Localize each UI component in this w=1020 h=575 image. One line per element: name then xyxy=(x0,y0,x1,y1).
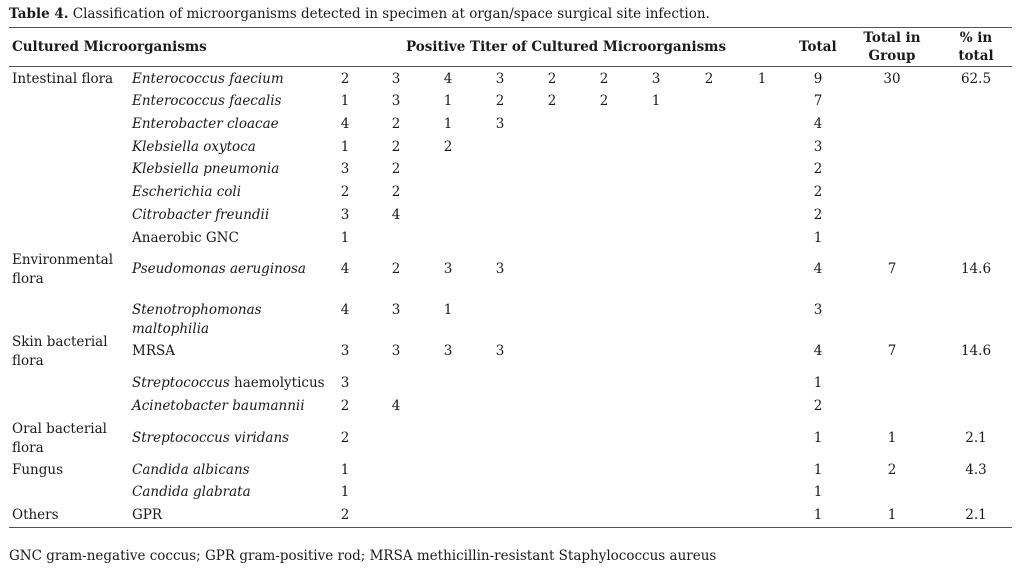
header-cultured: Cultured Microorganisms xyxy=(12,39,207,55)
organism-name xyxy=(132,301,262,320)
table-caption xyxy=(9,6,710,22)
titer-cell: 2 xyxy=(391,116,401,132)
row-total-cell: 2 xyxy=(813,161,823,177)
titer-cell: 3 xyxy=(495,71,505,87)
titer-cell: 2 xyxy=(391,161,401,177)
titer-cell: 2 xyxy=(340,71,350,87)
group-pct-cell: 4.3 xyxy=(965,462,987,478)
titer-cell: 3 xyxy=(340,161,350,177)
group-label-line2: flora xyxy=(12,353,44,369)
table-bottom-rule xyxy=(9,527,1012,528)
row-total-cell: 3 xyxy=(813,139,823,155)
organism-name xyxy=(132,138,256,157)
row-total-cell: 1 xyxy=(813,507,823,523)
header-rule xyxy=(9,66,1012,67)
group-label-line2: flora xyxy=(12,271,44,287)
group-label xyxy=(12,70,113,89)
organism-name xyxy=(132,115,279,134)
header-titer: Positive Titer of Cultured Microorganisms xyxy=(406,39,727,55)
organism-name-italic: Streptococcus viridans xyxy=(132,430,290,446)
organism-name-italic: Acinetobacter baumannii xyxy=(132,398,305,414)
titer-cell: 1 xyxy=(340,230,350,246)
organism-name-italic: Citrobacter freundii xyxy=(132,207,270,223)
titer-cell: 3 xyxy=(495,343,505,359)
titer-cell: 4 xyxy=(340,116,350,132)
header-pct xyxy=(948,29,1004,65)
header-pct-line2: total xyxy=(958,48,994,64)
group-label-line1: Fungus xyxy=(12,462,64,478)
titer-cell: 3 xyxy=(340,343,350,359)
group-pct-cell: 2.1 xyxy=(965,430,987,446)
organism-name xyxy=(132,374,325,393)
group-label-line1: Skin bacterial xyxy=(12,334,108,350)
group-pct-cell: 14.6 xyxy=(960,343,992,359)
row-total-cell: 9 xyxy=(813,71,823,87)
organism-name-italic: Escherichia coli xyxy=(132,184,242,200)
table-label: Table 4. xyxy=(9,6,69,22)
organism-name-plain: haemolyticus xyxy=(229,375,325,391)
titer-cell: 1 xyxy=(340,462,350,478)
group-label xyxy=(12,333,108,371)
group-total-cell: 2 xyxy=(887,462,897,478)
organism-name xyxy=(132,461,250,480)
titer-cell: 2 xyxy=(599,93,609,109)
organism-name-plain: Anaerobic GNC xyxy=(132,230,239,246)
table-footnote: GNC gram-negative coccus; GPR gram-positive rod; MRSA methicillin-resistant Staphylococcus aureus xyxy=(9,548,717,564)
titer-cell: 2 xyxy=(704,71,714,87)
organism-name-plain: MRSA xyxy=(132,343,175,359)
row-total-cell: 1 xyxy=(813,484,823,500)
titer-cell: 3 xyxy=(391,71,401,87)
titer-cell: 1 xyxy=(443,116,453,132)
row-total-cell: 1 xyxy=(813,375,823,391)
titer-cell: 2 xyxy=(599,71,609,87)
caption-text: Classification of microorganisms detected in specimen at organ/space surgical site infection. xyxy=(68,6,710,22)
titer-cell: 1 xyxy=(443,302,453,318)
organism-name-italic: Candida glabrata xyxy=(132,484,251,500)
titer-cell: 1 xyxy=(340,484,350,500)
organism-name-italic: Klebsiella pneumonia xyxy=(132,161,280,177)
organism-name-italic: Candida albicans xyxy=(132,462,250,478)
titer-cell: 2 xyxy=(547,93,557,109)
titer-cell: 3 xyxy=(340,375,350,391)
titer-cell: 3 xyxy=(391,93,401,109)
titer-cell: 1 xyxy=(340,139,350,155)
organism-name-italic: Enterococcus faecium xyxy=(132,71,284,87)
row-total-cell: 1 xyxy=(813,430,823,446)
titer-cell: 2 xyxy=(391,261,401,277)
titer-cell: 3 xyxy=(495,116,505,132)
titer-cell: 2 xyxy=(340,430,350,446)
titer-cell: 1 xyxy=(443,93,453,109)
organism-name xyxy=(132,483,251,502)
row-total-cell: 7 xyxy=(813,93,823,109)
organism-name xyxy=(132,342,175,361)
organism-name xyxy=(132,70,284,89)
titer-cell: 4 xyxy=(340,302,350,318)
titer-cell: 3 xyxy=(495,261,505,277)
organism-name-italic: Stenotrophomonas xyxy=(132,302,262,318)
group-label-line1: Intestinal flora xyxy=(12,71,114,87)
organism-name-italic: Pseudomonas aeruginosa xyxy=(132,261,306,277)
group-label-line2: flora xyxy=(12,440,44,456)
group-pct-cell: 2.1 xyxy=(965,507,987,523)
group-label-line1: Oral bacterial xyxy=(12,421,107,437)
row-total-cell: 3 xyxy=(813,302,823,318)
header-group-line2: Group xyxy=(868,48,916,64)
titer-cell: 3 xyxy=(340,207,350,223)
titer-cell: 4 xyxy=(340,261,350,277)
titer-cell: 4 xyxy=(391,398,401,414)
organism-name xyxy=(132,183,241,202)
titer-cell: 3 xyxy=(391,302,401,318)
row-total-cell: 2 xyxy=(813,184,823,200)
row-total-cell: 2 xyxy=(813,398,823,414)
organism-name-italic: Streptococcus xyxy=(132,375,230,391)
organism-name-italic: Enterococcus faecalis xyxy=(132,93,282,109)
table-top-rule xyxy=(9,27,1012,28)
titer-cell: 2 xyxy=(443,139,453,155)
titer-cell: 4 xyxy=(443,71,453,87)
row-total-cell: 4 xyxy=(813,343,823,359)
titer-cell: 4 xyxy=(391,207,401,223)
header-group-line1: Total in xyxy=(863,30,921,46)
titer-cell: 2 xyxy=(340,398,350,414)
group-total-cell: 1 xyxy=(887,507,897,523)
organism-name xyxy=(132,206,269,225)
group-total-cell: 30 xyxy=(883,71,901,87)
row-total-cell: 1 xyxy=(813,230,823,246)
organism-name xyxy=(132,260,306,279)
titer-cell: 2 xyxy=(391,184,401,200)
titer-cell: 3 xyxy=(651,71,661,87)
titer-cell: 2 xyxy=(340,507,350,523)
organism-name xyxy=(132,229,239,248)
row-total-cell: 1 xyxy=(813,462,823,478)
group-label-line1: Environmental xyxy=(12,252,114,268)
header-pct-line1: % in xyxy=(959,30,993,46)
group-total-cell: 1 xyxy=(887,430,897,446)
titer-cell: 3 xyxy=(391,343,401,359)
group-label xyxy=(12,251,113,289)
organism-name xyxy=(132,429,289,448)
organism-name xyxy=(132,397,305,416)
organism-name xyxy=(132,160,279,179)
group-pct-cell: 14.6 xyxy=(960,261,992,277)
header-total-in-group xyxy=(852,29,932,65)
titer-cell: 3 xyxy=(443,343,453,359)
titer-cell: 1 xyxy=(757,71,767,87)
organism-name xyxy=(132,506,162,525)
titer-cell: 2 xyxy=(340,184,350,200)
titer-cell: 2 xyxy=(547,71,557,87)
titer-cell: 2 xyxy=(495,93,505,109)
titer-cell: 3 xyxy=(443,261,453,277)
titer-cell: 1 xyxy=(340,93,350,109)
group-label xyxy=(12,506,59,525)
group-label-line1: Others xyxy=(12,507,59,523)
titer-cell: 1 xyxy=(651,93,661,109)
organism-name xyxy=(132,92,281,111)
organism-name-plain: GPR xyxy=(132,507,163,523)
row-total-cell: 4 xyxy=(813,261,823,277)
organism-name-italic: Enterobacter cloacae xyxy=(132,116,279,132)
group-total-cell: 7 xyxy=(887,343,897,359)
titer-cell: 2 xyxy=(391,139,401,155)
group-label xyxy=(12,420,107,458)
row-total-cell: 2 xyxy=(813,207,823,223)
organism-name-italic: Klebsiella oxytoca xyxy=(132,139,256,155)
row-total-cell: 4 xyxy=(813,116,823,132)
group-pct-cell: 62.5 xyxy=(960,71,992,87)
organism-name-line2: maltophilia xyxy=(132,321,210,337)
group-total-cell: 7 xyxy=(887,261,897,277)
header-total: Total xyxy=(799,39,837,55)
group-label xyxy=(12,461,63,480)
